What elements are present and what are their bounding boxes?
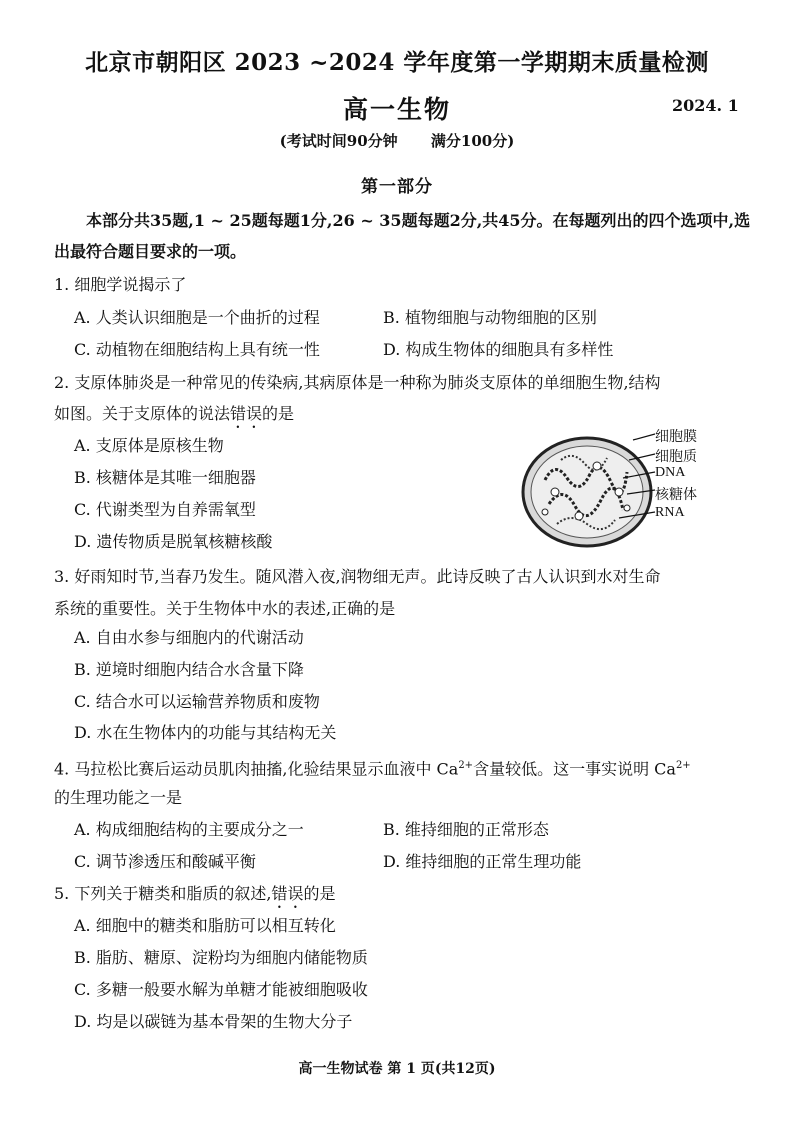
- question-4-stem-part1: 4. 马拉松比赛后运动员肌肉抽搐,化验结果显示血液中 Ca: [54, 759, 459, 779]
- ribosome-dot: [551, 488, 559, 496]
- question-4-option-b: B. 维持细胞的正常形态: [383, 820, 549, 839]
- question-2-stem-line2: [54, 403, 294, 432]
- question-5-stem-part: 5. 下列关于糖类和脂质的叙述,: [54, 884, 272, 903]
- label-cytoplasm: 细胞质: [655, 449, 697, 465]
- label-cell-membrane: 细胞膜: [655, 429, 697, 445]
- question-3-stem-line2: 系统的重要性。关于生物体中水的表述,正确的是: [54, 599, 396, 618]
- question-2-stem-line1: 2. 支原体肺炎是一种常见的传染病,其病原体是一种称为肺炎支原体的单细胞生物,结构: [54, 373, 661, 392]
- page-footer: 高一生物试卷 第 1 页(共12页): [298, 1061, 496, 1077]
- question-1-option-c: C. 动植物在细胞结构上具有统一性: [74, 340, 320, 359]
- question-5-option-d: D. 均是以碳链为基本骨架的生物大分子: [74, 1012, 353, 1031]
- full-score: 满分100分): [430, 132, 515, 150]
- question-2-emphasis: 错误: [230, 404, 263, 423]
- label-ribosome: 核糖体: [655, 487, 697, 503]
- exam-date: 2024. 1: [672, 96, 739, 115]
- question-3-option-a: A. 自由水参与细胞内的代谢活动: [74, 628, 304, 647]
- question-2-option-c: C. 代谢类型为自养需氧型: [74, 500, 256, 519]
- label-rna: RNA: [655, 505, 685, 520]
- question-4-option-d: D. 维持细胞的正常生理功能: [383, 852, 582, 871]
- question-4-option-a: A. 构成细胞结构的主要成分之一: [74, 820, 304, 839]
- question-1-option-b: B. 植物细胞与动物细胞的区别: [383, 308, 597, 327]
- leader-line-membrane: [633, 434, 655, 440]
- question-4-stem-line2: 的生理功能之一是: [54, 788, 183, 807]
- calcium-charge: 2+: [458, 760, 474, 771]
- question-2-stem-end: 的是: [262, 404, 295, 423]
- question-3-option-b: B. 逆境时细胞内结合水含量下降: [74, 660, 304, 679]
- question-5-emphasis: 错误: [271, 884, 304, 903]
- question-3-option-c: C. 结合水可以运输营养物质和废物: [74, 692, 320, 711]
- calcium-charge: 2+: [675, 760, 691, 771]
- ribosome-dot: [615, 488, 623, 496]
- question-4-stem-line1: [54, 755, 774, 780]
- question-2-option-b: B. 核糖体是其唯一细胞器: [74, 468, 256, 487]
- label-dna: DNA: [655, 465, 686, 480]
- question-3-option-d: D. 水在生物体内的功能与其结构无关: [74, 723, 337, 742]
- question-5-option-b: B. 脂肪、糖原、淀粉均为细胞内储能物质: [74, 948, 368, 967]
- question-2-option-d: D. 遗传物质是脱氧核糖核酸: [74, 532, 273, 551]
- question-2-stem-part: 如图。关于支原体的说法: [54, 404, 231, 423]
- question-3-stem-line1: 3. 好雨知时节,当春乃发生。随风潜入夜,润物细无声。此诗反映了古人认识到水对生命: [54, 567, 661, 586]
- part-instructions: 本部分共35题,1 ~ 25题每题1分,26 ~ 35题每题2分,共45分。在每题列出的四个选项中,选出最符合题目要求的一项。: [54, 211, 751, 261]
- question-5-stem-end: 的是: [303, 884, 336, 903]
- subject-title: 高一生物: [342, 95, 451, 124]
- question-5-option-c: C. 多糖一般要水解为单糖才能被细胞吸收: [74, 980, 368, 999]
- question-5-stem: [54, 883, 335, 912]
- question-1-option-d: D. 构成生物体的细胞具有多样性: [383, 340, 614, 359]
- ribosome-dot: [542, 509, 548, 515]
- ribosome-dot: [593, 462, 601, 470]
- exam-info: [0, 130, 794, 151]
- ribosome-dot: [575, 512, 583, 520]
- question-1-stem: 1. 细胞学说揭示了: [54, 275, 187, 294]
- question-2-option-a: A. 支原体是原核生物: [74, 436, 224, 455]
- part-title: 第一部分: [361, 177, 433, 197]
- ribosome-dot: [624, 505, 630, 511]
- exam-title: 北京市朝阳区 2023 ~2024 学年度第一学期期末质量检测: [85, 49, 709, 76]
- question-5-option-a: A. 细胞中的糖类和脂肪可以相互转化: [74, 916, 336, 935]
- question-1-option-a: A. 人类认识细胞是一个曲折的过程: [74, 308, 320, 327]
- question-4-option-c: C. 调节渗透压和酸碱平衡: [74, 852, 256, 871]
- exam-time: (考试时间90分钟: [279, 132, 398, 150]
- question-4-stem-part2: 含量较低。这一事实说明 Ca: [473, 759, 676, 779]
